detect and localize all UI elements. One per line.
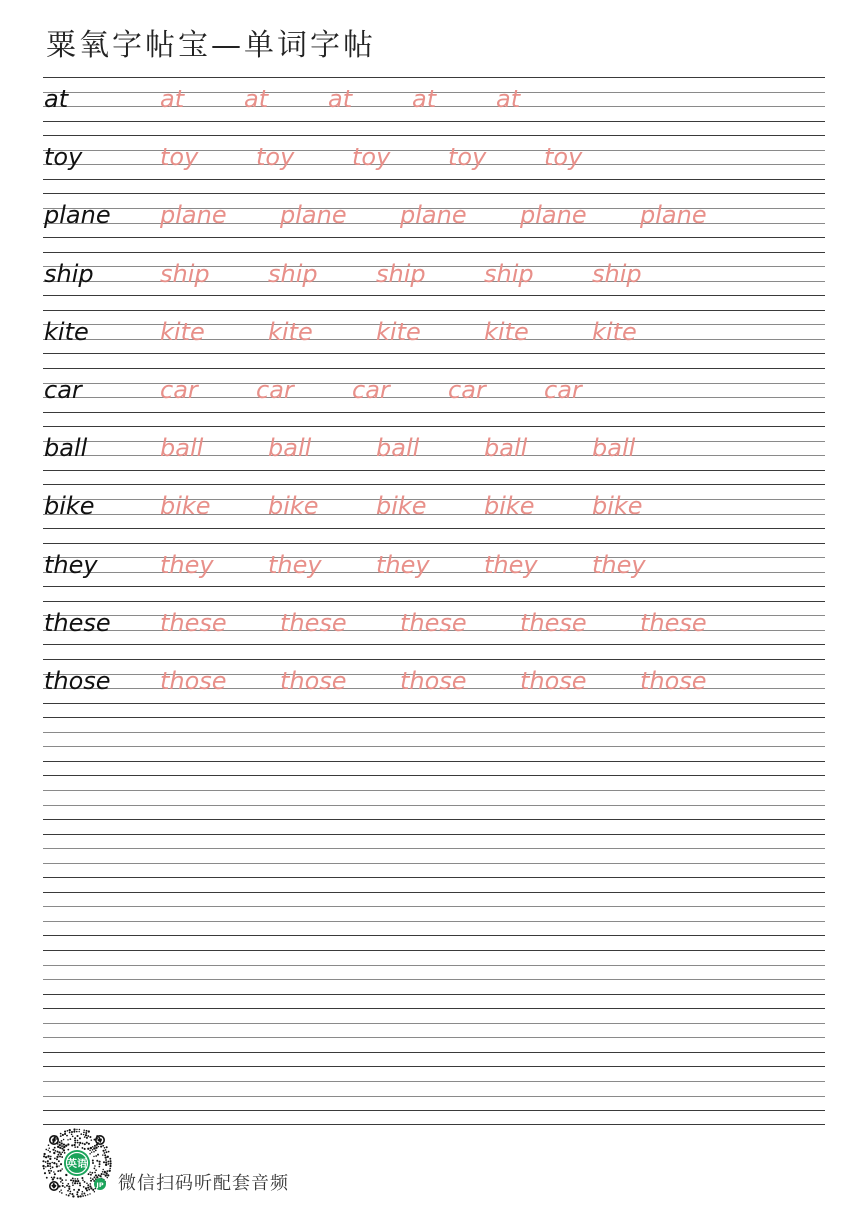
trace-word: kite	[592, 317, 637, 346]
trace-word: they	[268, 550, 322, 579]
trace-word: plane	[640, 201, 707, 230]
qr-corner-label: JP	[96, 1181, 104, 1189]
guide-line	[43, 1023, 825, 1024]
trace-word: kite	[376, 317, 421, 346]
guide-line	[43, 1066, 825, 1067]
trace-word: at	[412, 85, 437, 113]
guide-line	[43, 805, 825, 806]
guide-line	[43, 1096, 825, 1097]
model-word: car	[44, 376, 82, 404]
trace-word: those	[160, 667, 227, 695]
trace-word: plane	[520, 201, 587, 230]
guide-line	[43, 775, 825, 776]
trace-word: car	[544, 376, 582, 404]
trace-word: these	[160, 608, 227, 637]
trace-word: these	[400, 608, 467, 637]
trace-word: ball	[376, 434, 420, 463]
footer	[42, 1128, 442, 1200]
trace-word: toy	[352, 143, 391, 172]
guide-line	[43, 921, 825, 922]
trace-word: these	[280, 608, 347, 637]
trace-word: car	[160, 376, 198, 404]
word-row	[43, 135, 825, 179]
trace-word: car	[448, 376, 486, 404]
trace-word: ball	[592, 434, 636, 463]
page-title: 粟氧字帖宝—单词字帖	[46, 28, 376, 63]
guide-line	[43, 819, 825, 820]
word-row	[43, 484, 825, 528]
trace-word: bike	[160, 492, 211, 521]
trace-word: kite	[484, 317, 529, 346]
guide-line	[43, 950, 825, 951]
guide-line	[43, 1052, 825, 1053]
trace-word: at	[244, 85, 269, 113]
trace-word: at	[328, 85, 353, 113]
trace-word: ball	[160, 434, 204, 463]
guide-line	[43, 877, 825, 878]
trace-word: they	[376, 550, 430, 579]
qr-badge-label: 英语	[67, 1159, 87, 1170]
trace-word: these	[520, 608, 587, 637]
model-word: at	[44, 85, 69, 113]
trace-word: they	[592, 550, 646, 579]
scan-hint: 微信扫码听配套音频	[118, 1173, 289, 1194]
word-row	[43, 193, 825, 237]
model-word: kite	[44, 317, 89, 346]
word-row	[43, 252, 825, 296]
trace-word: they	[484, 550, 538, 579]
trace-word: they	[160, 550, 214, 579]
guide-line	[43, 892, 825, 893]
model-word: toy	[44, 143, 83, 172]
guide-line	[43, 761, 825, 762]
model-word: plane	[44, 201, 111, 230]
trace-word: ship	[484, 259, 534, 288]
qr-code-icon[interactable]	[42, 1128, 112, 1198]
trace-word: at	[160, 85, 185, 113]
word-row	[43, 426, 825, 470]
trace-word: ship	[376, 259, 426, 288]
trace-word: ship	[160, 259, 210, 288]
guide-line	[43, 732, 825, 733]
trace-word: kite	[160, 317, 205, 346]
trace-word: those	[280, 667, 347, 695]
trace-word: plane	[280, 201, 347, 230]
guide-line	[43, 1110, 825, 1111]
guide-line	[43, 1081, 825, 1082]
trace-word: ship	[268, 259, 318, 288]
model-word: bike	[44, 492, 95, 521]
trace-word: bike	[592, 492, 643, 521]
guide-line	[43, 848, 825, 849]
trace-word: bike	[268, 492, 319, 521]
trace-word: those	[400, 667, 467, 695]
trace-word: ship	[592, 259, 642, 288]
model-word: ship	[44, 259, 94, 288]
guide-line	[43, 1037, 825, 1038]
trace-word: those	[520, 667, 587, 695]
word-row	[43, 77, 825, 121]
trace-word: plane	[400, 201, 467, 230]
guide-line	[43, 790, 825, 791]
guide-line	[43, 935, 825, 936]
trace-word: bike	[484, 492, 535, 521]
model-word: those	[44, 667, 111, 695]
trace-word: toy	[544, 143, 583, 172]
word-row	[43, 310, 825, 354]
trace-word: car	[256, 376, 294, 404]
guide-line	[43, 746, 825, 747]
trace-word: toy	[448, 143, 487, 172]
trace-word: plane	[160, 201, 227, 230]
word-row	[43, 659, 825, 703]
trace-word: bike	[376, 492, 427, 521]
trace-word: at	[496, 85, 521, 113]
guide-line	[43, 906, 825, 907]
trace-word: ball	[484, 434, 528, 463]
trace-word: these	[640, 608, 707, 637]
word-row	[43, 601, 825, 645]
guide-line	[43, 834, 825, 835]
handwriting-sheet	[43, 77, 825, 1117]
model-word: ball	[44, 434, 88, 463]
guide-line	[43, 979, 825, 980]
word-row	[43, 368, 825, 412]
trace-word: toy	[160, 143, 199, 172]
model-word: these	[44, 608, 111, 637]
guide-line	[43, 717, 825, 718]
model-word: they	[44, 550, 98, 579]
trace-word: kite	[268, 317, 313, 346]
trace-word: ball	[268, 434, 312, 463]
guide-line	[43, 1008, 825, 1009]
guide-line	[43, 863, 825, 864]
trace-word: car	[352, 376, 390, 404]
trace-word: those	[640, 667, 707, 695]
word-row	[43, 543, 825, 587]
guide-line	[43, 965, 825, 966]
guide-line	[43, 994, 825, 995]
guide-line	[43, 1124, 825, 1125]
trace-word: toy	[256, 143, 295, 172]
